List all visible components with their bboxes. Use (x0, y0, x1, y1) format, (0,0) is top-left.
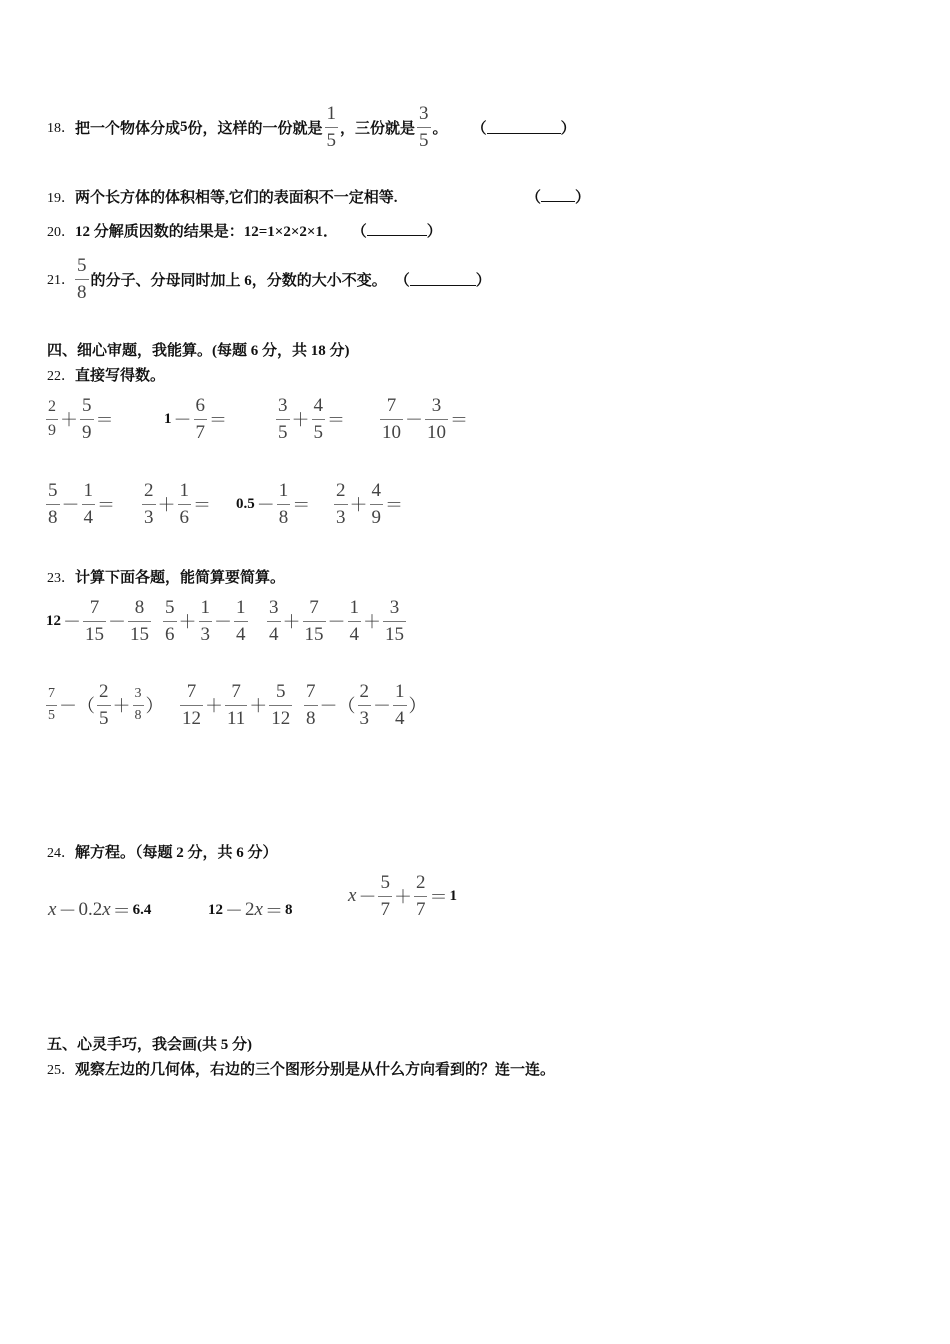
fraction (370, 481, 384, 527)
question-24 (47, 841, 278, 862)
denominator: 8 (48, 507, 58, 528)
numerator: 2 (358, 682, 372, 706)
fraction (325, 104, 339, 150)
question-text: 。 (432, 120, 448, 137)
operator: － (225, 901, 243, 922)
fraction (425, 396, 448, 442)
fraction (358, 682, 372, 728)
question-text: 两个长方体的体积相等,它们的表面积不一定相等. (75, 190, 398, 206)
numerator: 1 (234, 598, 248, 622)
operator: － (61, 495, 80, 516)
denominator: 8 (278, 507, 289, 528)
expression (276, 396, 347, 442)
question-text: 把一个物体分成 (75, 120, 181, 137)
denominator: 8 (77, 282, 87, 303)
fraction (194, 396, 208, 442)
expression (164, 396, 229, 442)
question-18 (47, 102, 576, 152)
numerator: 3 (276, 396, 290, 420)
denominator: 4 (83, 507, 93, 528)
answer-open-paren: （ (526, 190, 542, 206)
fraction (334, 481, 348, 527)
equation (48, 897, 151, 923)
denominator: 3 (200, 624, 210, 645)
question-text: 5 (180, 118, 188, 135)
section-title: 五、心灵手巧，我会画(共 5 分) (47, 1037, 252, 1053)
expression (304, 682, 429, 728)
fraction (414, 873, 428, 919)
question-text: 计算下面各题，能简算要简算。 (75, 570, 286, 586)
numerator: 7 (46, 687, 57, 706)
fraction (80, 396, 94, 442)
question-number: 24． (47, 846, 75, 861)
equals: ＝ (292, 495, 311, 516)
operator: － (358, 887, 377, 908)
question-number: 22． (47, 369, 75, 384)
numerator: 4 (370, 481, 384, 505)
expression (267, 598, 406, 644)
numerator: 7 (180, 682, 203, 706)
denominator: 10 (427, 422, 446, 443)
fraction (142, 481, 156, 527)
decimal-number: 0.5 (236, 495, 255, 512)
equals: ＝ (385, 495, 403, 516)
denominator: 9 (48, 422, 56, 439)
operator: ＋ (282, 612, 301, 633)
equals: ＝ (95, 410, 114, 431)
equation (348, 873, 457, 919)
fraction (178, 481, 192, 527)
fraction (312, 396, 326, 442)
numerator: 1 (199, 598, 213, 622)
operator: ＋ (60, 410, 78, 431)
operator: － (63, 612, 81, 633)
denominator: 7 (380, 899, 390, 920)
fraction (304, 682, 318, 728)
answer-blank[interactable] (410, 272, 476, 286)
question-text: 解方程。（每题 2 分，共 6 分） (75, 845, 278, 861)
section-title: 四、细心审题，我能算。(每题 6 分，共 18 分) (47, 343, 350, 359)
question-25 (47, 1058, 555, 1079)
operator: ＋ (393, 887, 412, 908)
expression (46, 481, 117, 527)
denominator: 5 (48, 708, 55, 723)
numerator: 3 (267, 598, 281, 622)
expression (334, 481, 405, 527)
denominator: 8 (134, 708, 142, 723)
question-number: 19． (47, 191, 75, 206)
fraction (46, 481, 60, 527)
numerator: 2 (414, 873, 428, 897)
numerator: 2 (142, 481, 156, 505)
denominator: 7 (415, 899, 426, 920)
fraction (180, 682, 203, 728)
numerator: 5 (75, 256, 89, 280)
expression (46, 598, 151, 644)
expression (180, 682, 292, 728)
operator: － (327, 612, 346, 633)
numerator: 7 (83, 598, 106, 622)
variable: x (48, 899, 57, 920)
denominator: 3 (144, 507, 154, 528)
fraction (82, 481, 96, 527)
numerator: 2 (334, 481, 348, 505)
numerator: 7 (225, 682, 247, 706)
fraction (417, 104, 431, 150)
fraction (199, 598, 213, 644)
operator: ＋ (205, 696, 223, 717)
question-22 (47, 364, 165, 385)
variable: x (254, 899, 263, 920)
denominator: 4 (395, 708, 405, 729)
fraction (378, 873, 392, 919)
denominator: 7 (195, 422, 205, 443)
denominator: 15 (85, 624, 104, 645)
rhs-value: 1 (449, 887, 457, 904)
operator: ＋ (112, 696, 131, 717)
fraction (303, 598, 326, 644)
numerator: 3 (383, 598, 406, 622)
denominator: 6 (179, 507, 189, 528)
equation (208, 897, 292, 923)
numerator: 5 (80, 396, 94, 420)
answer-blank[interactable] (487, 120, 561, 134)
denominator: 9 (82, 422, 92, 443)
question-number: 23． (47, 571, 75, 586)
denominator: 12 (271, 708, 291, 729)
numerator: 5 (46, 481, 60, 505)
denominator: 5 (99, 708, 109, 729)
operator: －（ (319, 696, 356, 717)
numerator: 7 (303, 598, 326, 622)
fraction (269, 682, 292, 728)
question-number: 21． (47, 273, 75, 288)
denominator: 5 (419, 130, 429, 151)
denominator: 6 (165, 624, 175, 645)
operator: － (173, 410, 192, 431)
numerator: 5 (378, 873, 392, 897)
denominator: 4 (236, 624, 246, 645)
fraction (383, 598, 406, 644)
numerator: 1 (82, 481, 96, 505)
variable: x (102, 899, 111, 920)
whole-number: 12 (208, 901, 223, 918)
numerator: 1 (325, 104, 339, 128)
numerator: 3 (417, 104, 431, 128)
fraction (348, 598, 362, 644)
denominator: 12 (182, 708, 201, 729)
numerator: 3 (425, 396, 448, 420)
fraction (163, 598, 177, 644)
question-number: 18． (47, 121, 75, 136)
expression (46, 682, 166, 728)
expression (46, 396, 116, 442)
operator: － (256, 495, 275, 516)
fraction (46, 687, 57, 723)
denominator: 15 (130, 624, 149, 645)
fraction (75, 256, 89, 302)
question-20 (47, 220, 442, 241)
operator: － (214, 612, 232, 633)
question-text: ，三份就是 (340, 120, 416, 137)
denominator: 5 (313, 422, 323, 443)
whole-number: 12 (46, 612, 61, 629)
fraction (393, 682, 407, 728)
fraction (234, 598, 248, 644)
fraction (97, 682, 111, 728)
question-23 (47, 566, 285, 587)
numerator: 5 (163, 598, 177, 622)
whole-number: 1 (164, 410, 172, 427)
close-paren: ） (145, 696, 164, 717)
denominator: 4 (269, 624, 279, 645)
equals: ＝ (429, 887, 448, 908)
answer-open-paren: （ (394, 272, 410, 289)
coefficient: 0.2 (78, 899, 103, 920)
numerator: 2 (97, 682, 111, 706)
operator: ＋ (157, 495, 176, 516)
expression (163, 598, 248, 644)
numerator: 2 (46, 399, 58, 420)
operator: － (373, 696, 391, 717)
equals: ＝ (450, 410, 468, 431)
expression (236, 481, 312, 527)
equals: ＝ (97, 495, 115, 516)
numerator: 4 (312, 396, 326, 420)
equals: ＝ (112, 901, 131, 922)
question-number: 20． (47, 225, 75, 240)
numerator: 1 (393, 682, 407, 706)
answer-close-paren: ） (560, 120, 576, 137)
operator: －（ (59, 696, 95, 717)
close-paren: ） (408, 696, 427, 717)
question-text: 份，这样的一份就是 (187, 120, 323, 137)
denominator: 5 (278, 422, 288, 443)
numerator: 6 (194, 396, 208, 420)
denominator: 11 (227, 708, 246, 729)
denominator: 15 (385, 624, 404, 645)
fraction (46, 399, 58, 439)
question-text: 直接写得数。 (75, 368, 166, 384)
denominator: 15 (304, 624, 324, 645)
equals: ＝ (327, 410, 345, 431)
numerator: 1 (178, 481, 192, 505)
operator: ＋ (363, 612, 381, 633)
question-text: 的分子、分母同时加上 6，分数的大小不变。 (90, 272, 387, 289)
fraction (380, 396, 403, 442)
question-19-answer (526, 186, 590, 207)
operator: ＋ (249, 696, 268, 717)
rhs-value: 8 (284, 901, 293, 918)
numerator: 8 (128, 598, 151, 622)
equals: ＝ (209, 410, 227, 431)
fraction (83, 598, 106, 644)
operator: ＋ (349, 495, 368, 516)
denominator: 8 (306, 708, 316, 729)
equals: ＝ (193, 495, 211, 516)
expression (380, 396, 470, 442)
fraction (133, 687, 144, 723)
operator: － (108, 612, 126, 633)
question-21 (47, 254, 491, 304)
question-number: 25． (47, 1063, 75, 1078)
numerator: 1 (277, 481, 291, 505)
operator: ＋ (291, 410, 310, 431)
answer-close-paren: ） (426, 224, 442, 240)
denominator: 10 (382, 422, 401, 443)
operator: － (58, 901, 77, 922)
operator: － (405, 410, 423, 431)
question-text: 12 分解质因数的结果是：12=1×2×2×1． (75, 224, 338, 240)
expression (142, 481, 213, 527)
numerator: 7 (304, 682, 318, 706)
variable: x (348, 885, 357, 906)
equals: ＝ (264, 901, 283, 922)
denominator: 3 (336, 507, 346, 528)
answer-blank[interactable] (541, 188, 575, 202)
fraction (276, 396, 290, 442)
numerator: 5 (269, 682, 292, 706)
operator: ＋ (178, 612, 197, 633)
fraction (267, 598, 281, 644)
answer-close-paren: ） (575, 190, 591, 206)
question-text: 观察左边的几何体，右边的三个图形分别是从什么方向看到的？连一连。 (75, 1062, 556, 1078)
denominator: 4 (349, 624, 359, 645)
answer-close-paren: ） (475, 272, 491, 289)
fraction (277, 481, 291, 527)
answer-blank[interactable] (367, 222, 427, 236)
fraction (128, 598, 151, 644)
rhs-value: 6.4 (132, 901, 152, 918)
numerator: 3 (133, 687, 144, 706)
denominator: 3 (359, 708, 369, 729)
numerator: 7 (380, 396, 403, 420)
question-19 (47, 186, 398, 207)
denominator: 5 (326, 130, 337, 151)
answer-open-paren: （ (471, 120, 487, 137)
fraction (225, 682, 247, 728)
denominator: 9 (371, 507, 381, 528)
answer-open-paren: （ (351, 224, 367, 240)
numerator: 1 (348, 598, 362, 622)
coefficient: 2 (245, 899, 255, 920)
